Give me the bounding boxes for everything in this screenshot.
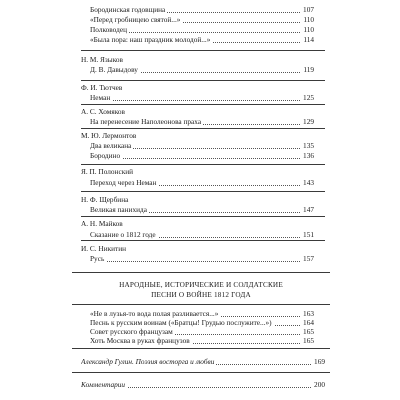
toc-entry-page: 143 [303, 178, 314, 187]
toc-entry [90, 93, 314, 102]
toc-entry-title: Д. В. Давыдову [90, 65, 138, 74]
section-heading-line-2: ПЕСНИ О ВОЙНЕ 1812 ГОДА [151, 291, 251, 299]
afterword-title: Александр Гулин. Поэзия восторга и любви [81, 357, 215, 366]
toc-entry-page: 110 [303, 15, 314, 24]
author-name: А. С. Хомяков [81, 107, 125, 116]
toc-entry [90, 141, 314, 150]
author-name: Я. П. Полонский [81, 167, 134, 176]
toc-entry-page: 147 [303, 205, 314, 214]
section-divider [81, 128, 325, 129]
section-heading-line-1: НАРОДНЫЕ, ИСТОРИЧЕСКИЕ И СОЛДАТСКИЕ [119, 281, 283, 289]
author-name: И. С. Никитин [81, 244, 127, 253]
toc-entry [90, 5, 314, 14]
toc-entry-page: 114 [303, 35, 314, 44]
toc-entry-page: 107 [303, 5, 314, 14]
toc-entry [90, 117, 314, 126]
afterword-entry [81, 357, 325, 366]
section-divider [72, 348, 330, 349]
author-name: М. Ю. Лермонтов [81, 131, 137, 140]
toc-entry-page: 136 [303, 151, 314, 160]
toc-entry-title: Хоть Москва в руках французов [90, 336, 190, 345]
toc-entry-title: Переход через Неман [90, 178, 157, 187]
section-divider [81, 50, 325, 51]
toc-entry [90, 151, 314, 160]
toc-entry-page: 129 [303, 117, 314, 126]
toc-entry-title: На перенесение Наполеонова праха [90, 117, 202, 126]
toc-entry-title: Бородино [90, 151, 121, 160]
toc-entry-title: Русь [90, 254, 105, 263]
afterword-page: 169 [314, 357, 325, 366]
toc-entry-page: 163 [303, 309, 314, 318]
toc-entry-page: 157 [303, 254, 314, 263]
toc-entry-title: Сказание о 1812 годе [90, 230, 156, 239]
toc-entry-title: Песнь к русским воинам («Братцы! Грудью послужите...») [90, 318, 272, 327]
section-divider [81, 191, 325, 192]
toc-entry [90, 65, 314, 74]
author-name: Н. Ф. Щербина [81, 195, 129, 204]
section-divider [72, 372, 330, 373]
comments-page: 200 [314, 380, 325, 389]
toc-entry-title: Совет русского французам [90, 327, 173, 336]
toc-entry [90, 254, 314, 263]
toc-entry-page: 151 [303, 230, 314, 239]
toc-entry-page: 135 [303, 141, 314, 150]
toc-entry [90, 230, 314, 239]
toc-entry-page: 165 [303, 336, 314, 345]
author-name: Ф. И. Тютчев [81, 83, 123, 92]
toc-entry [90, 178, 314, 187]
section-divider [81, 80, 325, 81]
toc-entry [90, 205, 314, 214]
toc-entry-page: 125 [303, 93, 314, 102]
section-divider [72, 304, 330, 305]
toc-entry-title: Бородинская годовщина [90, 5, 166, 14]
toc-entry-title: Полководец [90, 25, 127, 34]
section-divider [72, 272, 330, 273]
toc-entry-title: Великая панихида [90, 205, 147, 214]
toc-entry-page: 110 [303, 25, 314, 34]
toc-entry-title: «Была пора: наш праздник молодой...» [90, 35, 211, 44]
toc-entry-title: «Перед гробницею святой...» [90, 15, 181, 24]
toc-entry-page: 165 [303, 327, 314, 336]
toc-entry-page: 164 [303, 318, 314, 327]
section-divider [81, 164, 325, 165]
toc-entry [90, 336, 314, 345]
toc-entry [90, 15, 314, 24]
toc-entry-title: Неман [90, 93, 111, 102]
toc-entry-title: «Не в лузья-то вода полая разливается...» [90, 309, 219, 318]
toc-entry [90, 327, 314, 336]
toc-entry [90, 25, 314, 34]
toc-entry [90, 318, 314, 327]
section-divider [81, 240, 325, 241]
toc-entry [90, 309, 314, 318]
section-divider [81, 104, 325, 105]
toc-entry-page: 119 [303, 65, 314, 74]
comments-title: Комментарии [81, 380, 126, 389]
toc-entry-title: Два великана [90, 141, 132, 150]
comments-entry [81, 380, 325, 389]
leader-dots [90, 100, 314, 101]
leader-dots [90, 158, 314, 159]
author-name: А. Н. Майков [81, 219, 123, 228]
author-name: Н. М. Языков [81, 55, 123, 64]
toc-entry [90, 35, 314, 44]
section-divider [81, 216, 325, 217]
leader-dots [90, 261, 314, 262]
